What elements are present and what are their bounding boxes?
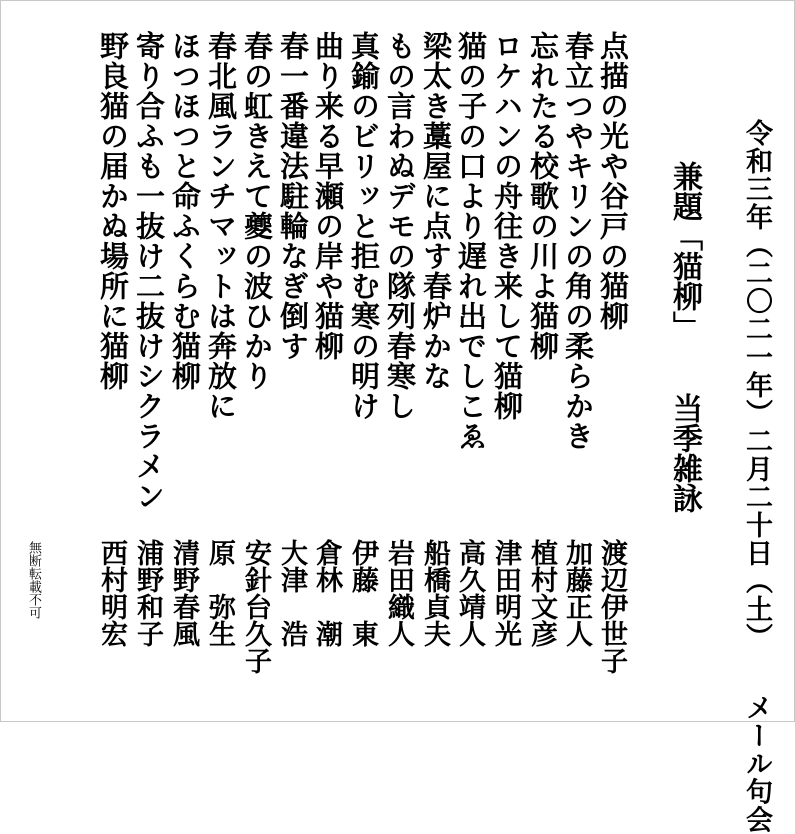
haiku-author: 倉林 潮: [311, 539, 342, 647]
haiku-text: 春北風ランチマットは奔放に: [204, 31, 238, 421]
haiku-text: 真鍮のビリッと拒む寒の明け: [347, 31, 381, 421]
haiku-text: もの言わぬデモの隊列春寒し: [383, 31, 417, 421]
haiku-text: 忘れたる校歌の川よ猫柳: [526, 31, 560, 361]
haiku-author: 安針台久子: [240, 539, 271, 674]
haiku-author: 大津 浩: [276, 539, 307, 647]
group-name: メール句会: [741, 693, 772, 834]
haiku-author: 加藤正人: [561, 539, 592, 647]
haiku-author: 渡辺伊世子: [596, 539, 627, 674]
header-gap: [741, 638, 772, 694]
haiku-text: 春の虹きえて夔の波ひかり: [240, 31, 274, 391]
date-line: 令和三年（二〇二一年）二月二十日（土）: [741, 119, 772, 638]
header-column: [743, 119, 770, 834]
haiku-author: 津田明光: [490, 539, 521, 647]
title-column: [667, 161, 702, 513]
haiku-author: 船橋貞夫: [419, 539, 450, 647]
copyright-notice: 無断転載不可: [26, 541, 41, 619]
haiku-author: 岩田織人: [383, 539, 414, 647]
haiku-text: 点描の光や谷戸の猫柳: [596, 31, 630, 331]
haiku-text: 春一番違法駐輪なぎ倒す: [276, 31, 310, 361]
haiku-text: 曲り来る早瀬の岸や猫柳: [311, 31, 345, 361]
haiku-author: 原 弥生: [204, 539, 235, 647]
haiku-author: 伊藤 東: [347, 539, 378, 647]
haiku-text: ロケハンの舟往き来して猫柳: [490, 31, 524, 421]
haiku-text: 寄り合ふも一抜け二抜けシクラメン: [132, 31, 166, 511]
haiku-author: 西村明宏: [96, 539, 127, 647]
haiku-author: 浦野和子: [132, 539, 163, 647]
haiku-author: 高久靖人: [454, 539, 485, 647]
haiku-author: 植村文彦: [526, 539, 557, 647]
theme-title: 兼題「猫柳」: [667, 161, 702, 341]
haiku-text: ほつほつと命ふくらむ猫柳: [168, 31, 202, 391]
haiku-text: 春立つやキリンの角の柔らかき: [561, 31, 595, 451]
haiku-text: 野良猫の届かぬ場所に猫柳: [96, 31, 130, 391]
haiku-text: 猫の子の口より遅れ出でしこゑ: [454, 31, 488, 451]
haiku-text: 梁太き藁屋に点す春炉かな: [419, 31, 453, 391]
misc-title: 当季雑詠: [667, 393, 702, 513]
haiku-author: 清野春風: [168, 539, 199, 647]
